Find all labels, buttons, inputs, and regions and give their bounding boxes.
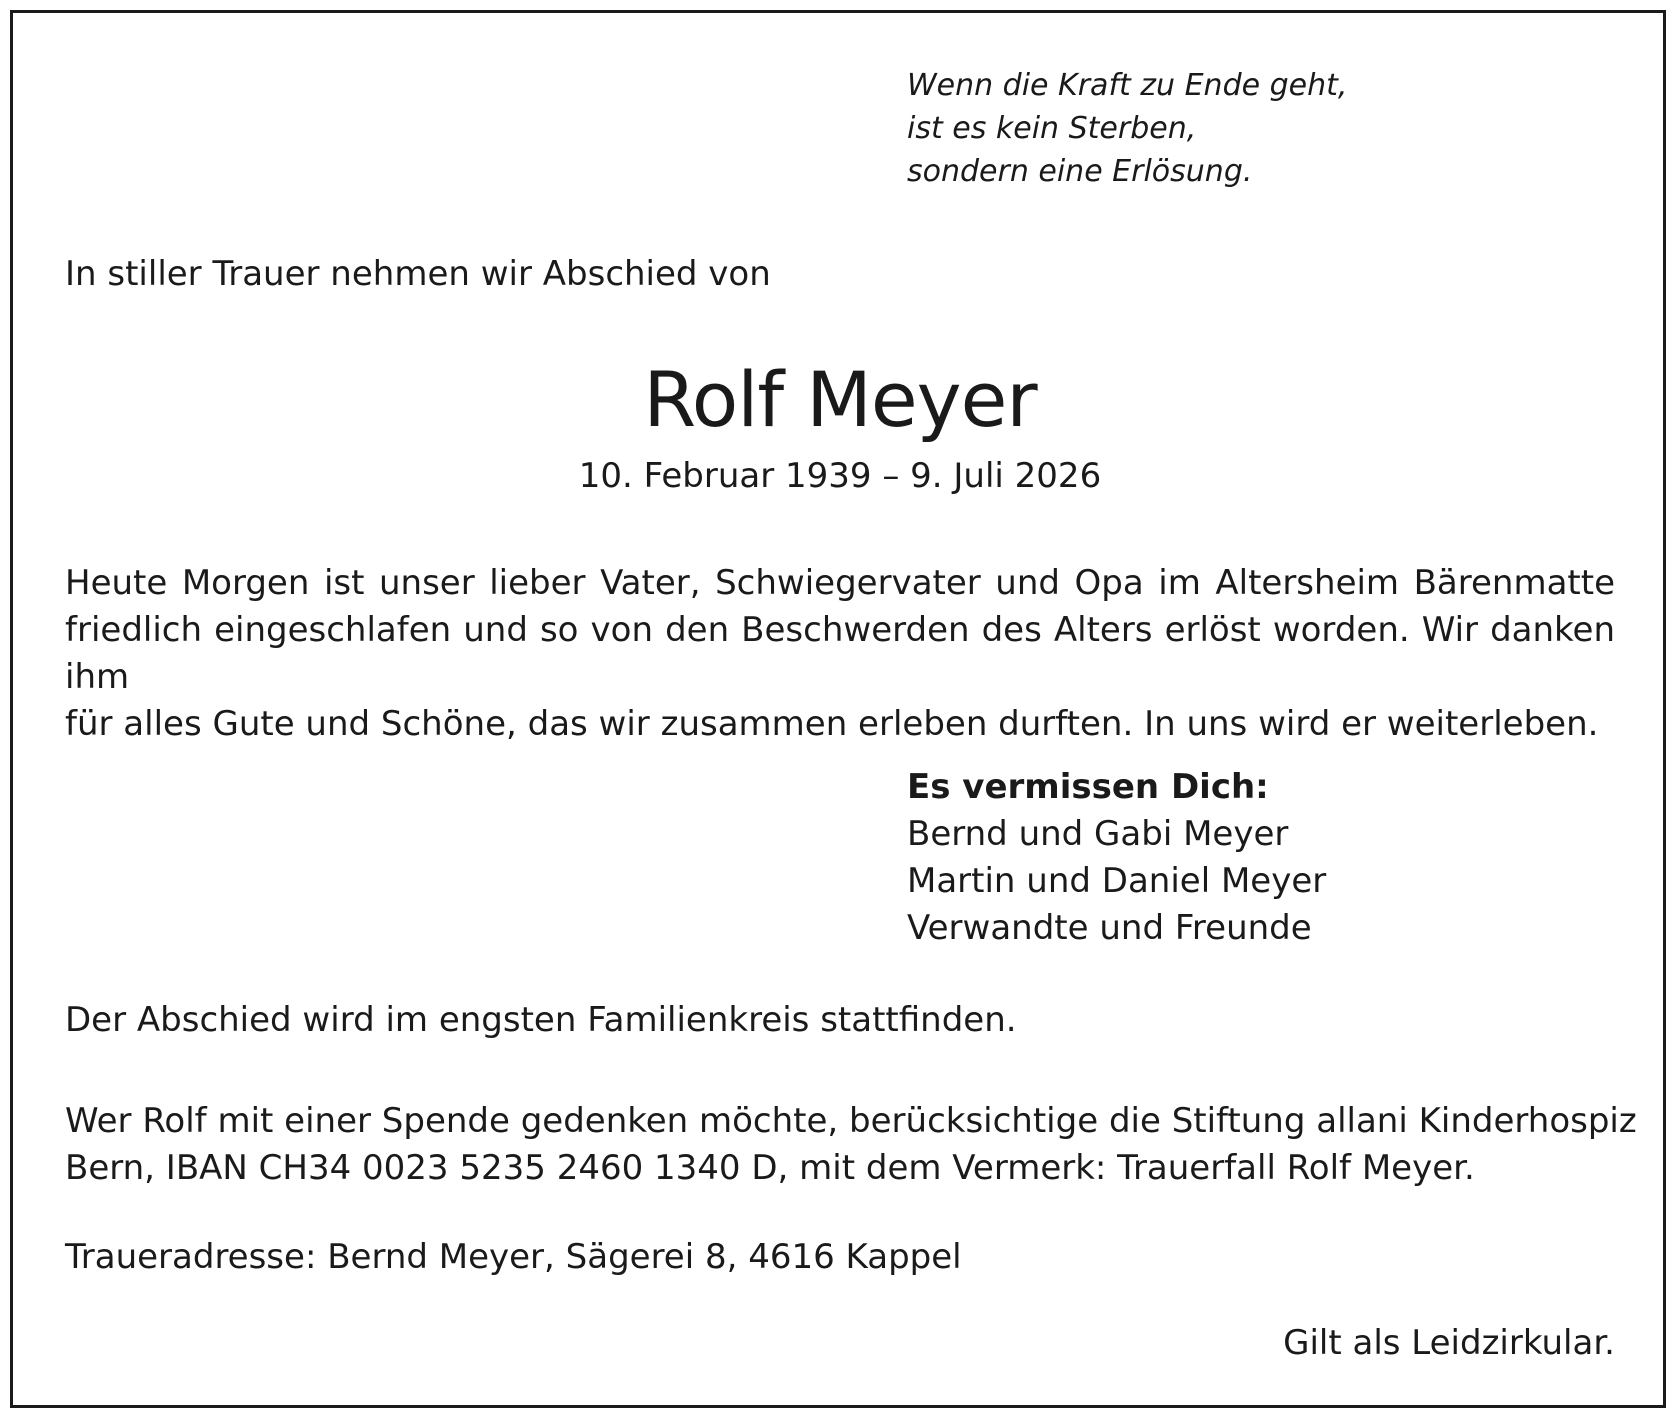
mourners-heading: Es vermissen Dich: [907, 767, 1269, 807]
circular-note: Gilt als Leidzirkular. [1283, 1323, 1615, 1363]
mourner-name: Bernd und Gabi Meyer [907, 814, 1289, 854]
donation-line: Bern, IBAN CH34 0023 5235 2460 1340 D, mit dem Vermerk: Trauerfall Rolf Meyer. [65, 1148, 1475, 1188]
obituary-body [65, 560, 1615, 748]
mourners-list [907, 764, 1326, 952]
body-line: friedlich eingeschlafen und so von den Beschwerden des Alters erlöst worden. Wir danken ihm [65, 610, 1615, 697]
motto-line: sondern eine Erlösung. [907, 154, 1253, 189]
body-line: für alles Gute und Schöne, das wir zusammen erleben durften. In uns wird er weiterleben. [65, 704, 1599, 744]
motto-line: ist es kein Sterben, [907, 111, 1197, 146]
motto-quote [907, 64, 1347, 193]
donation-line: Wer Rolf mit einer Spende gedenken möchte, berücksichtige die Stiftung allani Kinderhospiz [65, 1101, 1637, 1141]
intro-text: In stiller Trauer nehmen wir Abschied von [65, 254, 771, 294]
mourning-address: Traueradresse: Bernd Meyer, Sägerei 8, 4616 Kappel [65, 1237, 962, 1277]
body-line: Heute Morgen ist unser lieber Vater, Schwiegervater und Opa im Altersheim Bärenmatte [65, 563, 1615, 603]
mourner-name: Martin und Daniel Meyer [907, 861, 1327, 901]
motto-line: Wenn die Kraft zu Ende geht, [907, 68, 1348, 103]
deceased-name: Rolf Meyer [643, 355, 1037, 444]
farewell-note: Der Abschied wird im engsten Familienkreis stattfinden. [65, 1000, 1017, 1040]
mourner-name: Verwandte und Freunde [907, 908, 1312, 948]
life-dates: 10. Februar 1939 – 9. Juli 2026 [578, 456, 1102, 496]
donation-note [65, 1098, 1637, 1192]
